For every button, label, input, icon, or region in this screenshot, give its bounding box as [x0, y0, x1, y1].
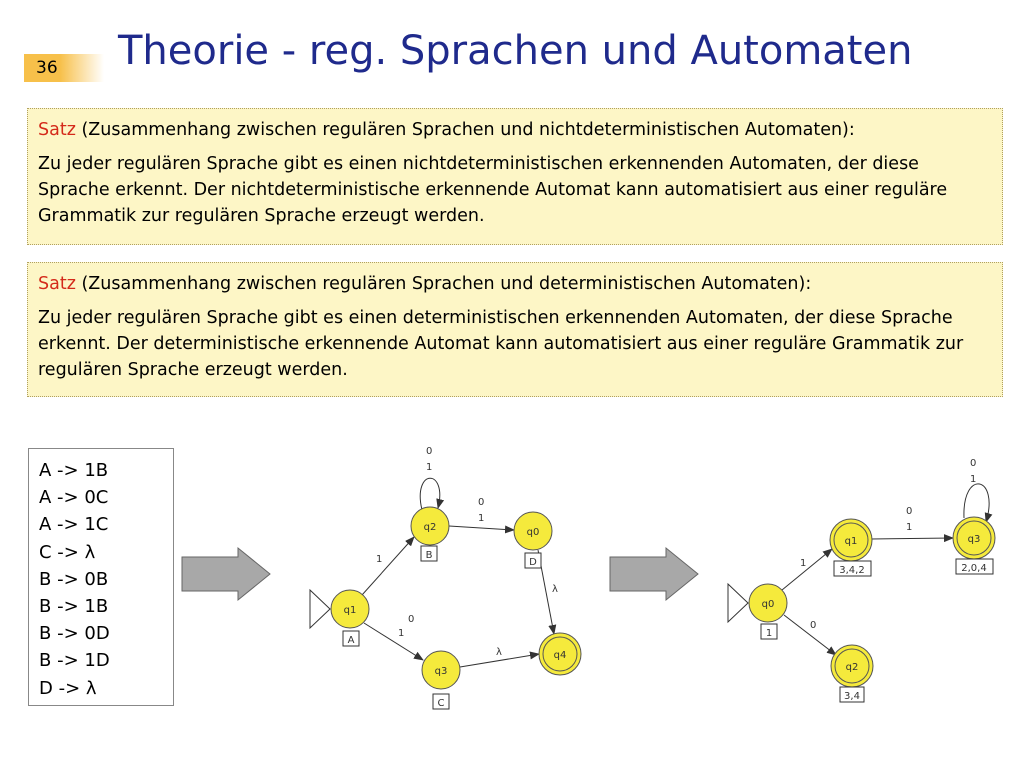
grammar-rule: D -> λ — [39, 677, 97, 699]
svg-text:3,4: 3,4 — [844, 691, 860, 702]
nfa-state-q1 — [331, 590, 369, 646]
svg-text:q0: q0 — [526, 527, 540, 538]
nfa-diagram — [310, 446, 581, 709]
svg-text:B: B — [425, 550, 433, 561]
svg-text:q3: q3 — [434, 666, 448, 677]
edge-label: 1 — [906, 522, 913, 533]
theorem-body: Zu jeder regulären Sprache gibt es einen nichtdeterministischen erkennenden Automaten, der diese Sprache erkennt. Der nichtdeterministische erkennende Automat kann automatisiert aus einer reguläre Grammatik zur regulären Sprache erzeugt werden. — [38, 154, 948, 226]
nfa-state-q0 — [514, 512, 552, 568]
slide-number: 36 — [24, 54, 104, 82]
svg-text:3,4,2: 3,4,2 — [839, 565, 865, 576]
svg-text:q4: q4 — [553, 650, 567, 661]
edge-label: 1 — [970, 474, 977, 485]
grammar-rule: B -> 1B — [39, 596, 109, 618]
theorem-body: Zu jeder regulären Sprache gibt es einen deterministischen erkennenden Automaten, der diese Sprache erkennt. Der deterministische erkennende Automat kann automatisiert aus einer reguläre Grammatik zur regulären Sprache erzeugt werden. — [38, 308, 964, 380]
edge-label: 0 — [810, 620, 817, 631]
edge-label: 0 — [906, 506, 913, 517]
nfa-state-q4-final — [539, 633, 581, 675]
dfa-state-q2-final — [831, 645, 873, 702]
svg-text:q2: q2 — [845, 662, 859, 673]
edge-label: 1 — [376, 554, 383, 565]
grammar-rule: B -> 1D — [39, 650, 110, 672]
edge-label: 0 — [478, 497, 485, 508]
grammar-rule: A -> 1C — [39, 514, 109, 536]
page-title: Theorie - reg. Sprachen und Automaten — [118, 28, 913, 74]
edge-label: 1 — [800, 558, 807, 569]
theorem-heading-text: (Zusammenhang zwischen regulären Sprachen und nichtdeterministischen Automaten): — [75, 120, 855, 140]
svg-text:q1: q1 — [343, 605, 357, 616]
grammar-rule: A -> 0C — [39, 487, 109, 509]
edge-label: λ — [496, 647, 502, 658]
grammar-rule: A -> 1B — [39, 460, 109, 481]
edge-label: 1 — [398, 628, 405, 639]
dfa-state-q3-final — [953, 517, 995, 574]
svg-text:A: A — [347, 635, 355, 646]
svg-text:1: 1 — [765, 628, 773, 639]
svg-text:q3: q3 — [967, 534, 981, 545]
dfa-diagram — [728, 458, 995, 702]
svg-text:q1: q1 — [844, 536, 858, 547]
grammar-rule: C -> λ — [39, 541, 96, 563]
svg-text:D: D — [529, 557, 537, 568]
edge-label: 1 — [478, 513, 485, 524]
transform-arrow-icon — [610, 548, 698, 600]
transform-arrow-icon — [182, 548, 270, 600]
satz-label: Satz — [38, 274, 76, 294]
edge-label: 0 — [408, 614, 415, 625]
dfa-state-q1-final — [830, 519, 872, 576]
edge-label: λ — [552, 584, 558, 595]
edge-label: 0 — [970, 458, 977, 469]
satz-label: Satz — [38, 120, 76, 140]
grammar-rule: B -> 0B — [39, 568, 109, 590]
edge-label: 1 — [426, 462, 433, 473]
svg-text:C: C — [437, 698, 445, 709]
grammar-rule: B -> 0D — [39, 623, 110, 645]
nfa-state-q2 — [411, 507, 449, 561]
theorem-heading-text: (Zusammenhang zwischen regulären Sprachen und deterministischen Automaten): — [75, 274, 812, 294]
edge-label: 0 — [426, 446, 433, 457]
dfa-state-q0 — [749, 584, 787, 639]
svg-text:q2: q2 — [423, 522, 437, 533]
svg-text:2,0,4: 2,0,4 — [961, 563, 987, 574]
svg-text:q0: q0 — [761, 599, 775, 610]
nfa-state-q3 — [422, 651, 460, 709]
